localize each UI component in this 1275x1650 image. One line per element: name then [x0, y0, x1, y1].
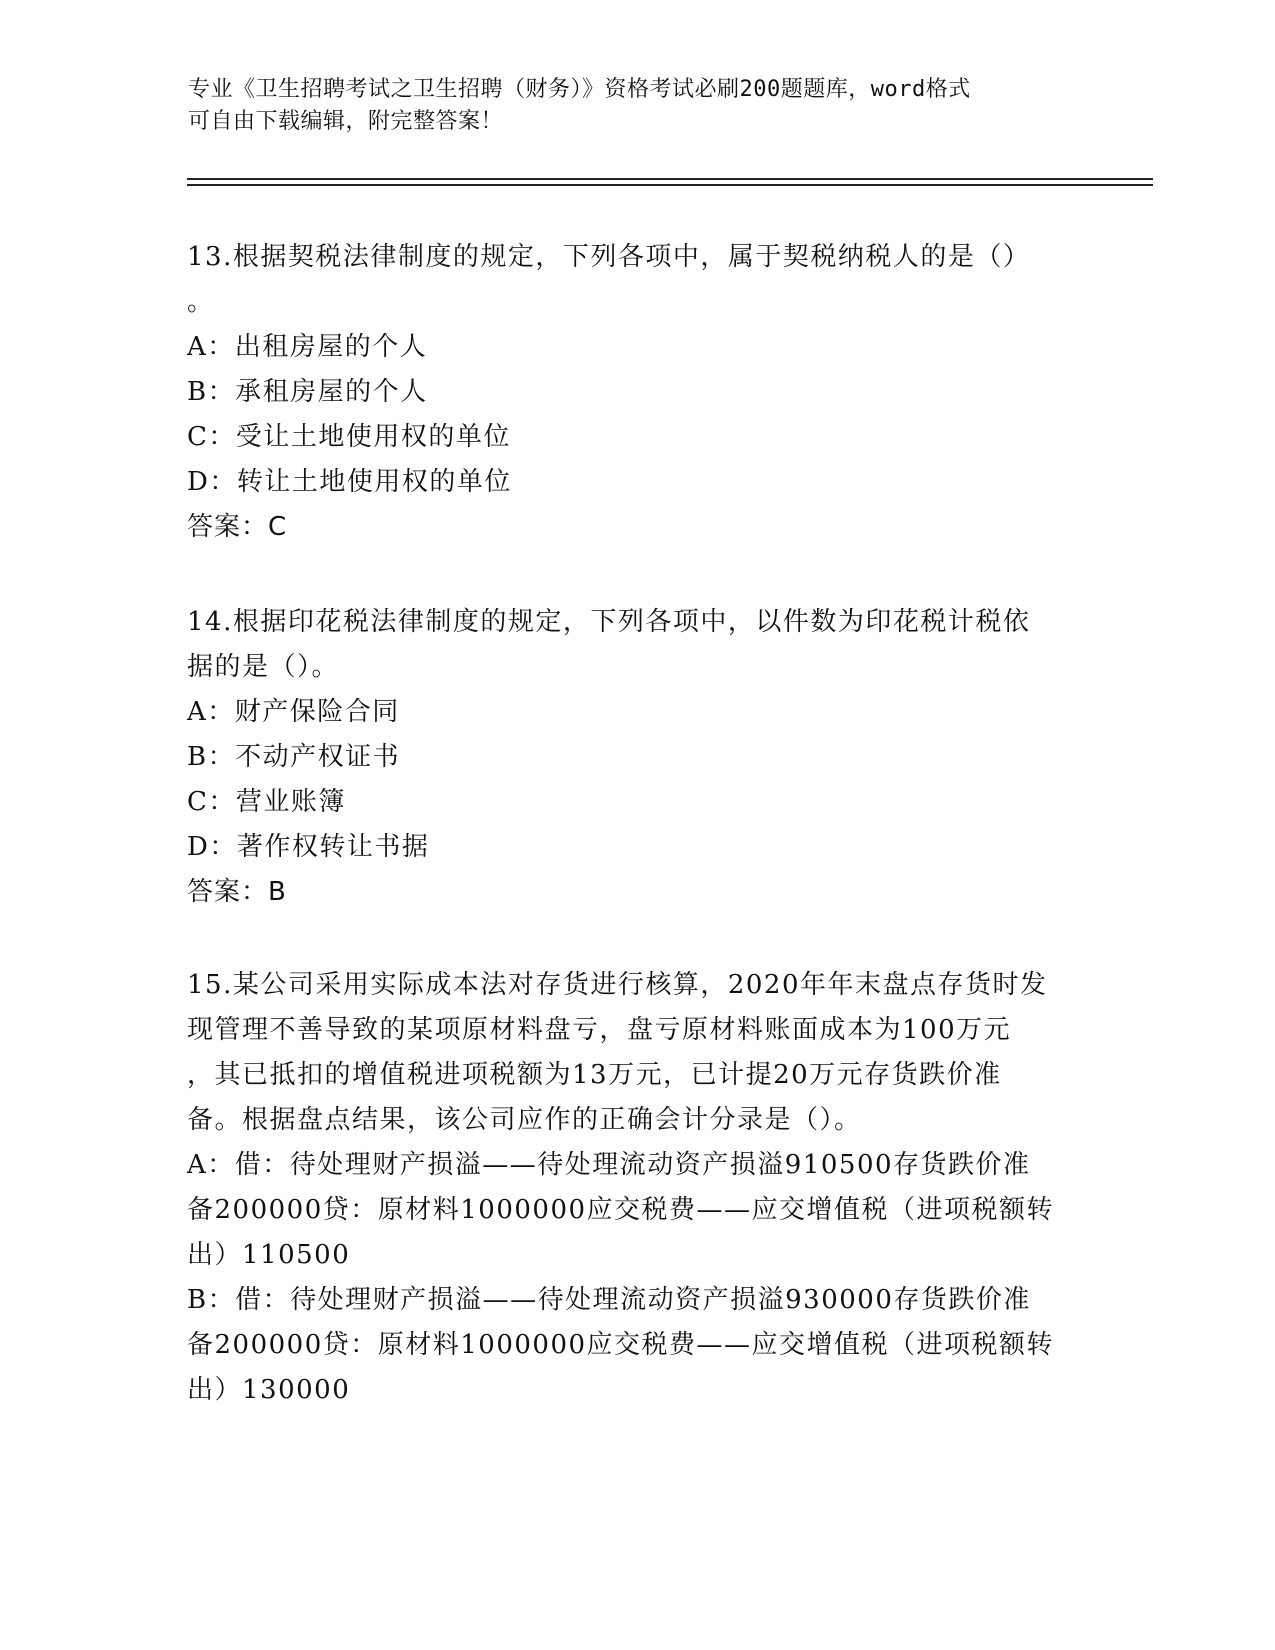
header-divider-top	[187, 178, 1153, 180]
header-line-1: 专业《卫生招聘考试之卫生招聘（财务）》资格考试必刷200题题库，word格式	[188, 77, 971, 102]
option-d: D：著作权转让书据	[187, 832, 430, 862]
option-a: A：财产保险合同	[187, 697, 400, 727]
option-a: A：出租房屋的个人	[187, 332, 428, 362]
option-b-line: B：借：待处理财产损溢——待处理流动资产损溢930000存货跌价准	[187, 1285, 1031, 1315]
option-a-line: 出）110500	[187, 1240, 351, 1270]
question-14	[187, 600, 1087, 915]
option-b: B：不动产权证书	[187, 742, 401, 772]
option-a-line: A：借：待处理财产损溢——待处理流动资产损溢910500存货跌价准	[187, 1150, 1031, 1180]
option-b: B：承租房屋的个人	[187, 377, 428, 407]
question-13	[187, 235, 1087, 550]
answer-label: 答案：B	[187, 877, 287, 907]
option-b-line: 备200000贷：原材料1000000应交税费——应交增值税（进项税额转	[187, 1330, 1055, 1360]
answer-label: 答案：C	[187, 512, 288, 542]
option-a-line: 备200000贷：原材料1000000应交税费——应交增值税（进项税额转	[187, 1195, 1055, 1225]
question-stem-line: 15.某公司采用实际成本法对存货进行核算，2020年年末盘点存货时发	[187, 970, 1048, 1000]
question-stem-line: 。	[187, 287, 215, 317]
option-c: C：受让土地使用权的单位	[187, 422, 511, 452]
question-stem-line: 备。根据盘点结果，该公司应作的正确会计分录是（）。	[187, 1105, 862, 1135]
question-15	[187, 963, 1087, 1413]
question-stem-line: 13.根据契税法律制度的规定，下列各项中，属于契税纳税人的是（）	[187, 242, 1031, 272]
question-stem-line: ，其已抵扣的增值税进项税额为13万元，已计提20万元存货跌价准	[187, 1060, 1002, 1090]
header-line-2: 可自由下载编辑，附完整答案！	[188, 109, 504, 134]
question-stem-line: 现管理不善导致的某项原材料盘亏，盘亏原材料账面成本为100万元	[187, 1015, 1012, 1045]
question-stem-line: 据的是（）。	[187, 652, 340, 682]
option-c: C：营业账簿	[187, 787, 346, 817]
document-header	[188, 74, 1068, 138]
option-d: D：转让土地使用权的单位	[187, 467, 512, 497]
header-divider-bottom	[187, 184, 1153, 186]
option-b-line: 出）130000	[187, 1375, 351, 1405]
question-stem-line: 14.根据印花税法律制度的规定，下列各项中，以件数为印花税计税依	[187, 607, 1031, 637]
